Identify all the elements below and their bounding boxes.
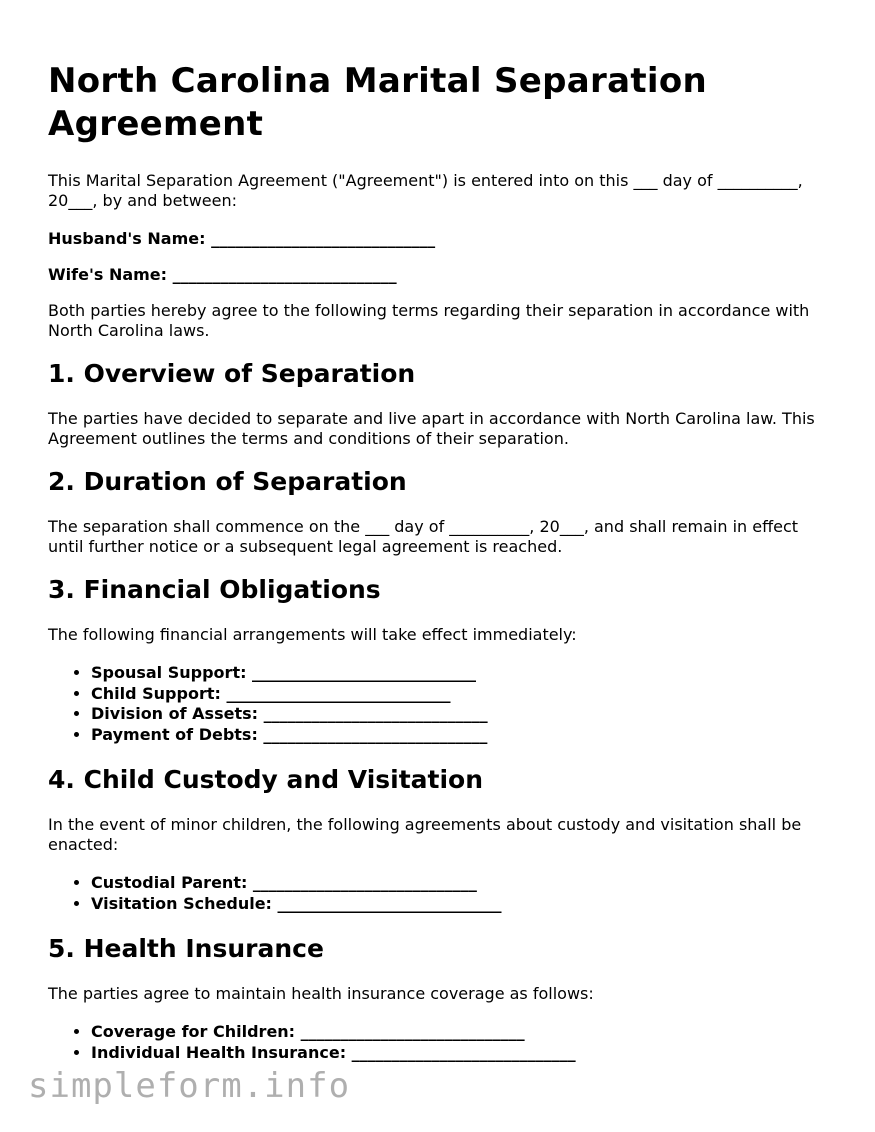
- list-item-visitation-schedule: • Visitation Schedule: ____________________________: [91, 894, 838, 915]
- section-heading-duration: 2. Duration of Separation: [48, 467, 407, 496]
- section-body-custody: In the event of minor children, the following agreements about custody and visitation shall be enacted:: [48, 815, 802, 854]
- list-item-custodial-parent: • Custodial Parent: ____________________________: [91, 873, 838, 894]
- list-item-division-of-assets: • Division of Assets: ____________________________: [91, 704, 838, 725]
- list-item-child-support: • Child Support: ____________________________: [91, 684, 838, 705]
- agreement-statement: Both parties hereby agree to the following terms regarding their separation in accordance with North Carolina laws.: [48, 301, 810, 340]
- list-item-coverage-for-children: • Coverage for Children: ____________________________: [91, 1022, 838, 1043]
- intro-paragraph: This Marital Separation Agreement ("Agreement") is entered into on this ___ day of __________, 20___, by and between:: [48, 171, 803, 210]
- custody-list: [48, 873, 838, 914]
- section-body-overview: The parties have decided to separate and live apart in accordance with North Carolina law. This Agreement outlines the terms and conditions of their separation.: [48, 409, 815, 448]
- section-heading-overview: 1. Overview of Separation: [48, 359, 416, 388]
- watermark-text: simpleform.info: [28, 1066, 351, 1106]
- section-heading-custody: 4. Child Custody and Visitation: [48, 765, 484, 794]
- section-heading-health-insurance: 5. Health Insurance: [48, 934, 324, 963]
- list-item-individual-health-insurance: • Individual Health Insurance: ____________________________: [91, 1043, 838, 1064]
- section-body-duration: The separation shall commence on the ___ day of __________, 20___, and shall remain in effect until further notice or a subsequent legal agreement is reached.: [48, 517, 799, 556]
- husband-name-field: Husband's Name: ____________________________: [48, 229, 436, 248]
- section-heading-financial: 3. Financial Obligations: [48, 575, 381, 604]
- list-item-payment-of-debts: • Payment of Debts: ____________________________: [91, 725, 838, 746]
- section-body-financial: The following financial arrangements will take effect immediately:: [48, 625, 577, 644]
- section-body-health-insurance: The parties agree to maintain health insurance coverage as follows:: [48, 984, 594, 1003]
- list-item-spousal-support: • Spousal Support: ____________________________: [91, 663, 838, 684]
- document-title: North Carolina Marital Separation Agreement: [48, 61, 707, 144]
- financial-obligations-list: [48, 663, 838, 745]
- wife-name-field: Wife's Name: ____________________________: [48, 265, 397, 284]
- health-insurance-list: [48, 1022, 838, 1063]
- document-page: [48, 60, 838, 1083]
